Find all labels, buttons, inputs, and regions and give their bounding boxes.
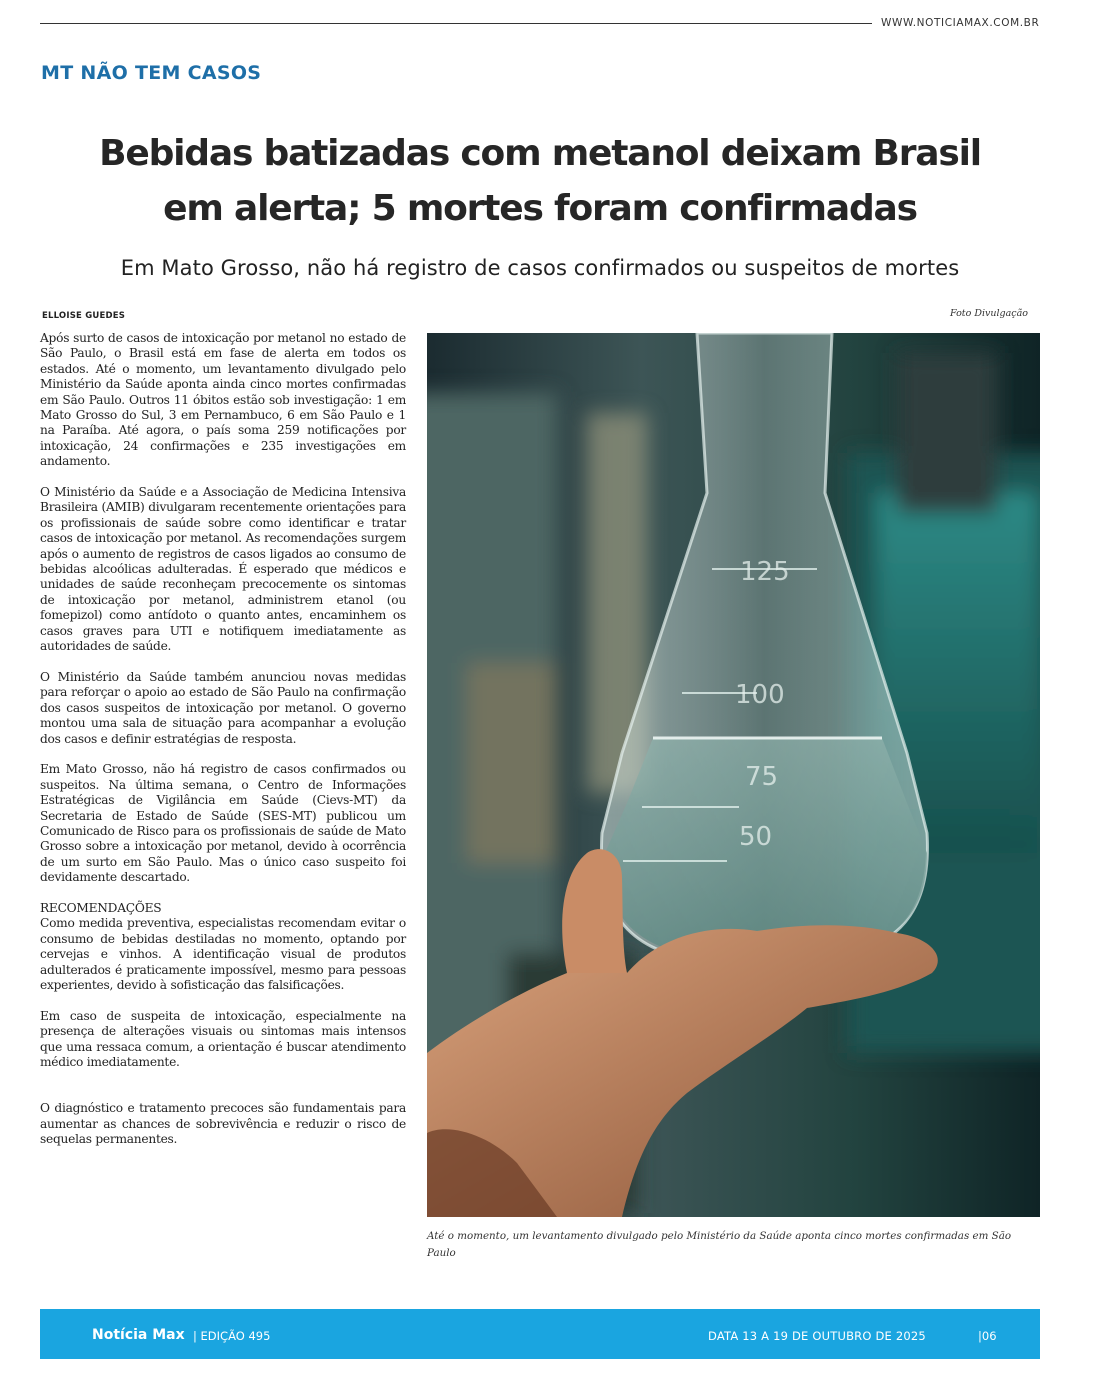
subheadline: Em Mato Grosso, não há registro de casos confirmados ou suspeitos de mortes [120, 256, 960, 280]
paragraph: O Ministério da Saúde e a Associação de Medicina Intensiva Brasileira (AMIB) divulgaram recentemente orientações para os profissionais de saúde sobre como identificar e tratar casos de intoxicação por metanol. As recomendações surgem após o aumento de registros de casos ligados ao consumo de bebidas alcoólicas adulteradas. É esperado que médicos e unidades de saúde reconheçam precocemente os sintomas de intoxicação por metanol, administrem etanol (ou fomepizol) como antídoto o quanto antes, encaminhem os casos graves para UTI e notifiquem imediatamente as autoridades de saúde. [40, 485, 406, 654]
paragraph: O diagnóstico e tratamento precoces são fundamentais para aumentar as chances de sobrevivência e reduzir o risco de sequelas permanentes. [40, 1101, 406, 1147]
header-rule [40, 23, 872, 24]
footer-date: DATA 13 A 19 DE OUTUBRO DE 2025 [708, 1329, 926, 1343]
footer-edition: | EDIÇÃO 495 [193, 1329, 271, 1343]
headline-line-1: Bebidas batizadas com metanol deixam Brasil [99, 133, 981, 174]
photo-credit: Foto Divulgação [950, 308, 1028, 319]
flask-mark-50: 50 [739, 822, 773, 852]
flask-photo-illustration [427, 333, 1040, 1217]
flask-mark-100: 100 [735, 680, 785, 710]
section-subhead: RECOMENDAÇÕES [40, 900, 162, 915]
paragraph: Após surto de casos de intoxicação por metanol no estado de São Paulo, o Brasil está em fase de alerta em todos os estados. Até o momento, um levantamento divulgado pelo Ministério da Saúde aponta ainda cinco mortes confirmadas em São Paulo. Outros 11 óbitos estão sob investigação: 1 em Mato Grosso do Sul, 3 em Pernambuco, 6 em São Paulo e 1 na Paraíba. Até agora, o país soma 259 notificações por intoxicação, 24 confirmações e 235 investigações em andamento. [40, 331, 406, 469]
article-photo [427, 333, 1040, 1217]
paragraph: Como medida preventiva, especialistas recomendam evitar o consumo de bebidas destiladas no momento, optando por cervejas e vinhos. A identificação visual de produtos adulterados é praticamente impossível, mesmo para pessoas experientes, devido à sofisticação das falsificações. [40, 916, 406, 992]
article-body [40, 331, 406, 1163]
section-kicker: MT NÃO TEM CASOS [41, 62, 262, 84]
page-number: |06 [978, 1329, 997, 1343]
photo-caption: Até o momento, um levantamento divulgado pelo Ministério da Saúde aponta cinco mortes confirmadas em São Paulo [427, 1230, 1012, 1259]
paragraph: Em caso de suspeita de intoxicação, especialmente na presença de alterações visuais ou sintomas mais intensos que uma ressaca comum, a orientação é buscar atendimento médico imediatamente. [40, 1008, 406, 1070]
footer-bar [40, 1309, 1040, 1359]
site-url[interactable]: WWW.NOTICIAMAX.COM.BR [881, 17, 1040, 29]
paragraph: O Ministério da Saúde também anunciou novas medidas para reforçar o apoio ao estado de São Paulo na confirmação dos casos suspeitos de intoxicação por metanol. O governo montou uma sala de situação para acompanhar a evolução dos casos e definir estratégias de resposta. [40, 669, 406, 746]
paragraph: Em Mato Grosso, não há registro de casos confirmados ou suspeitos. Na última semana, o Centro de Informações Estratégicas de Vigilância em Saúde (Cievs-MT) da Secretaria de Estado de Saúde (SES-MT) publicou um Comunicado de Risco para os profissionais de saúde de Mato Grosso sobre a intoxicação por metanol, devido à ocorrência de um surto em São Paulo. Mas o único caso suspeito foi devidamente descartado. [40, 762, 406, 885]
byline: ELLOISE GUEDES [42, 311, 126, 321]
footer-brand: Notícia Max [92, 1327, 185, 1343]
flask-mark-125: 125 [740, 557, 790, 587]
flask-mark-75: 75 [745, 762, 779, 792]
headline-line-2: em alerta; 5 mortes foram confirmadas [163, 188, 917, 229]
headline [40, 126, 1040, 236]
